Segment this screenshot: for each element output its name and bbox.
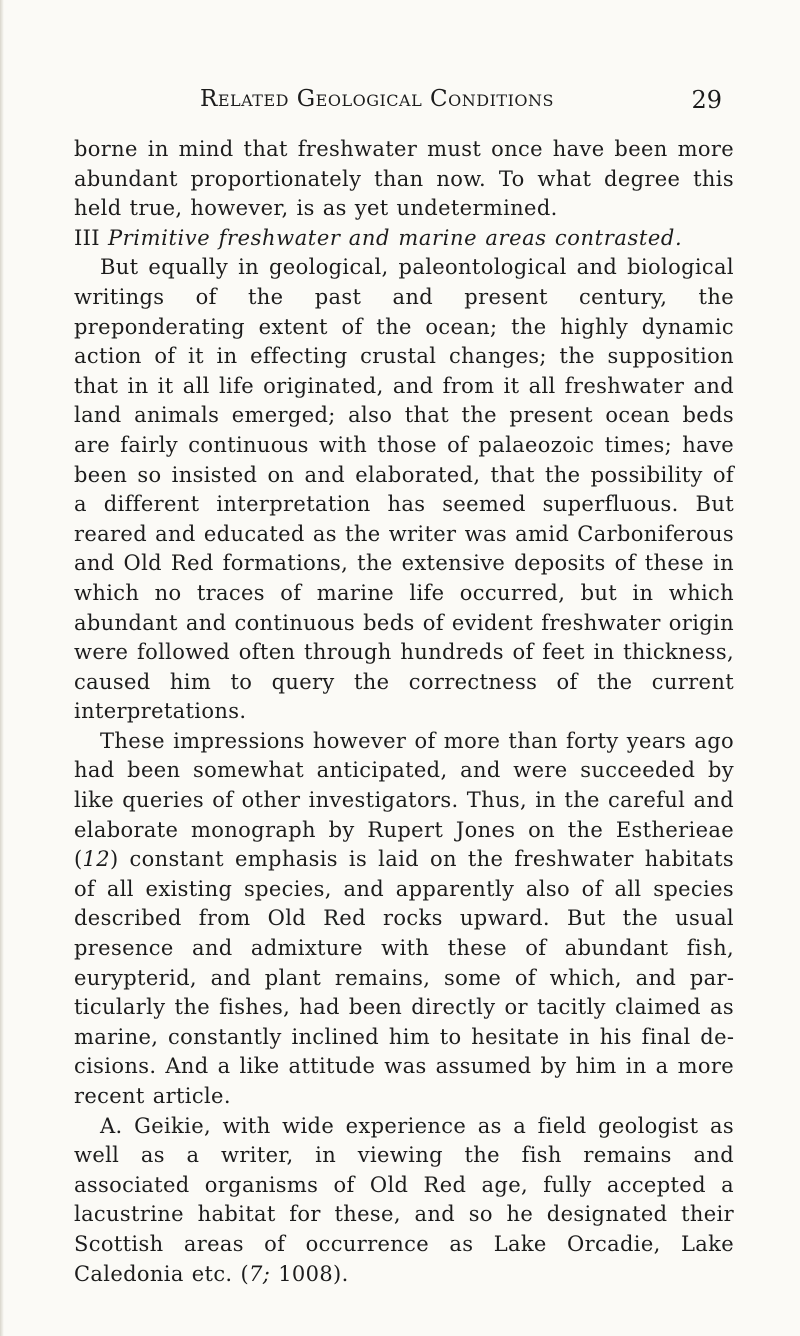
paragraph-geikie — [74, 1112, 734, 1290]
paragraph-ocean-interpretation: But equally in geological, paleontological and biological writings of the past and present century, the preponderating extent of the ocean; the highly dynamic action of it in effecting crustal changes; the supposition that in it all life originated, and from it all freshwater and land animals emerged; also that the present ocean beds are fairly continuous with those of palaeozoic times; have been so insisted on and elaborated, that the possibility of a different interpretation has seemed superfluous. But reared and educated as the writer was amid Carboniferous and Old Red formations, the extensive deposits of these in which no traces of marine life occurred, but in which abundant and continuous beds of evident freshwater origin were followed often through hundreds of feet in thickness, caused him to query the correctness of the current interpretations. — [74, 255, 734, 724]
section-heading — [74, 224, 734, 254]
paragraph-rupert-jones — [74, 727, 734, 1112]
paragraph-continuation: borne in mind that freshwater must once have been more abundant proportionately than now. To what degree this held true, however, is as yet undetermined. — [74, 137, 734, 221]
section-title: Primitive freshwater and marine areas contrasted. — [107, 225, 683, 250]
body-text — [74, 135, 734, 1289]
paragraph-text: A. Geikie, with wide experience as a field geologist as well as a writer, in viewing the fish remains and associated organisms of Old Red age, fully accepted a lacustrine habitat for these, and so he designated their Scottish areas of occurrence as Lake Orcadie, Lake Caledonia etc. ( — [74, 1113, 734, 1286]
page-number: 29 — [691, 86, 722, 114]
reference-number: 12 — [82, 847, 110, 872]
page-edge — [0, 0, 4, 1336]
paragraph-text: 1008). — [270, 1261, 349, 1286]
paragraph-text: These impressions however of more than forty years ago had been somewhat anticipated, and were succeeded by like queries of other investigators. Thus, in the careful and elaborate monograph by Rupert Jones on the Estherieae ( — [74, 728, 734, 872]
page-header — [0, 86, 800, 126]
running-head: Related Geological Conditions — [200, 86, 554, 112]
reference-number: 7; — [249, 1261, 271, 1286]
paragraph-text: ) constant emphasis is laid on the freshwater habitats of all existing species, and apparently also of all species described from Old Red rocks upward. But the usual presence and admixture with these of abundant fish, eurypterid, and plant remains, some of which, and particularly the fishes, had been directly or tacitly claimed as marine, constantly inclined him to hesitate in his final decisions. And a like attitude was assumed by him in a more recent article. — [74, 847, 734, 1108]
section-number: III — [74, 225, 100, 250]
